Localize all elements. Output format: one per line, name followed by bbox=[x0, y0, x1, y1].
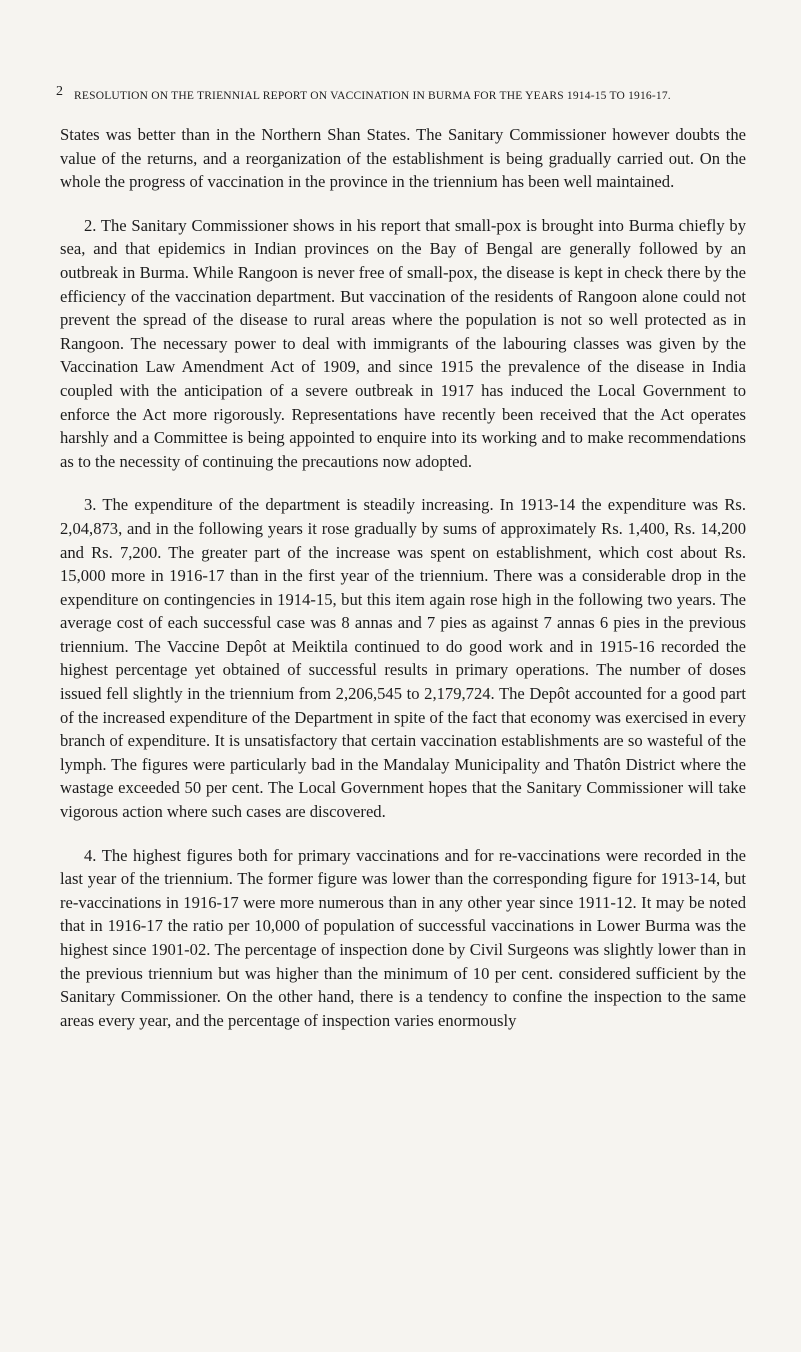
body-text bbox=[60, 123, 746, 1052]
paragraph-2: 2. The Sanitary Commissioner shows in his report that small-pox is brought into Burma chiefly by sea, and that epidemics in Indian provinces on the Bay of Bengal are generally followed by an outbreak in Burma. While Rangoon is never free of small-pox, the disease is kept in check there by the efficiency of the vaccination department. But vaccination of the residents of Rangoon alone could not prevent the spread of the disease to rural areas where the population is not so well protected as in Rangoon. The necessary power to deal with immigrants of the labouring classes was given by the Vaccination Law Amendment Act of 1909, and since 1915 the prevalence of the disease in India coupled with the anticipation of a severe outbreak in 1917 has induced the Local Government to enforce the Act more rigorously. Representations have recently been received that the Act operates harshly and a Committee is being appointed to enquire into its working and to make recommendations as to the necessity of continuing the precautions now adopted. bbox=[60, 215, 746, 471]
running-title: RESOLUTION ON THE TRIENNIAL REPORT ON VACCINATION IN BURMA FOR THE YEARS 1914-15 TO 1916-17. bbox=[74, 90, 671, 102]
page-number: 2 bbox=[56, 84, 64, 99]
paragraph-4: 4. The highest figures both for primary vaccinations and for re-vaccinations were recorded in the last year of the triennium. The former figure was lower than the corresponding figure for 1913-14, but re-vaccinations in 1916-17 were more numerous than in any other year since 1911-12. It may be noted that in 1916-17 the ratio per 10,000 of population of successful vaccinations in Lower Burma was the highest since 1901-02. The percentage of inspection done by Civil Surgeons was slightly lower than in the previous triennium but was higher than the minimum of 10 per cent. considered sufficient by the Sanitary Commissioner. On the other hand, there is a tendency to confine the inspection to the same areas every year, and the percentage of inspection varies enormously bbox=[60, 845, 746, 1030]
paragraph-continuation: States was better than in the Northern Shan States. The Sanitary Commissioner however doubts the value of the returns, and a reorganization of the establishment is being gradually carried out. On the whole the progress of vaccination in the province in the triennium has been well maintained. bbox=[60, 125, 746, 192]
paragraph-3: 3. The expenditure of the department is steadily increasing. In 1913-14 the expenditure was Rs. 2,04,873, and in the following years it rose gradually by sums of approximately Rs. 1,400, Rs. 14,200 and Rs. 7,200. The greater part of the increase was spent on establishment, which cost about Rs. 15,000 more in 1916-17 than in the first year of the triennium. There was a considerable drop in the expenditure on contingencies in 1914-15, but this item again rose high in the following two years. The average cost of each successful case was 8 annas and 7 pies as against 7 annas 6 pies in the previous triennium. The Vaccine Depôt at Meiktila continued to do good work and in 1915-16 recorded the highest percentage yet obtained of successful results in primary operations. The number of doses issued fell slightly in the triennium from 2,206,545 to 2,179,724. The Depôt accounted for a good part of the increased expenditure of the Department in spite of the fact that economy was exercised in every branch of expenditure. It is unsatisfactory that certain vaccination establishments are so wasteful of the lymph. The figures were particularly bad in the Mandalay Municipality and Thatôn District where the wastage exceeded 50 per cent. The Local Government hopes that the Sanitary Commissioner will take vigorous action where such cases are discovered. bbox=[60, 495, 746, 822]
